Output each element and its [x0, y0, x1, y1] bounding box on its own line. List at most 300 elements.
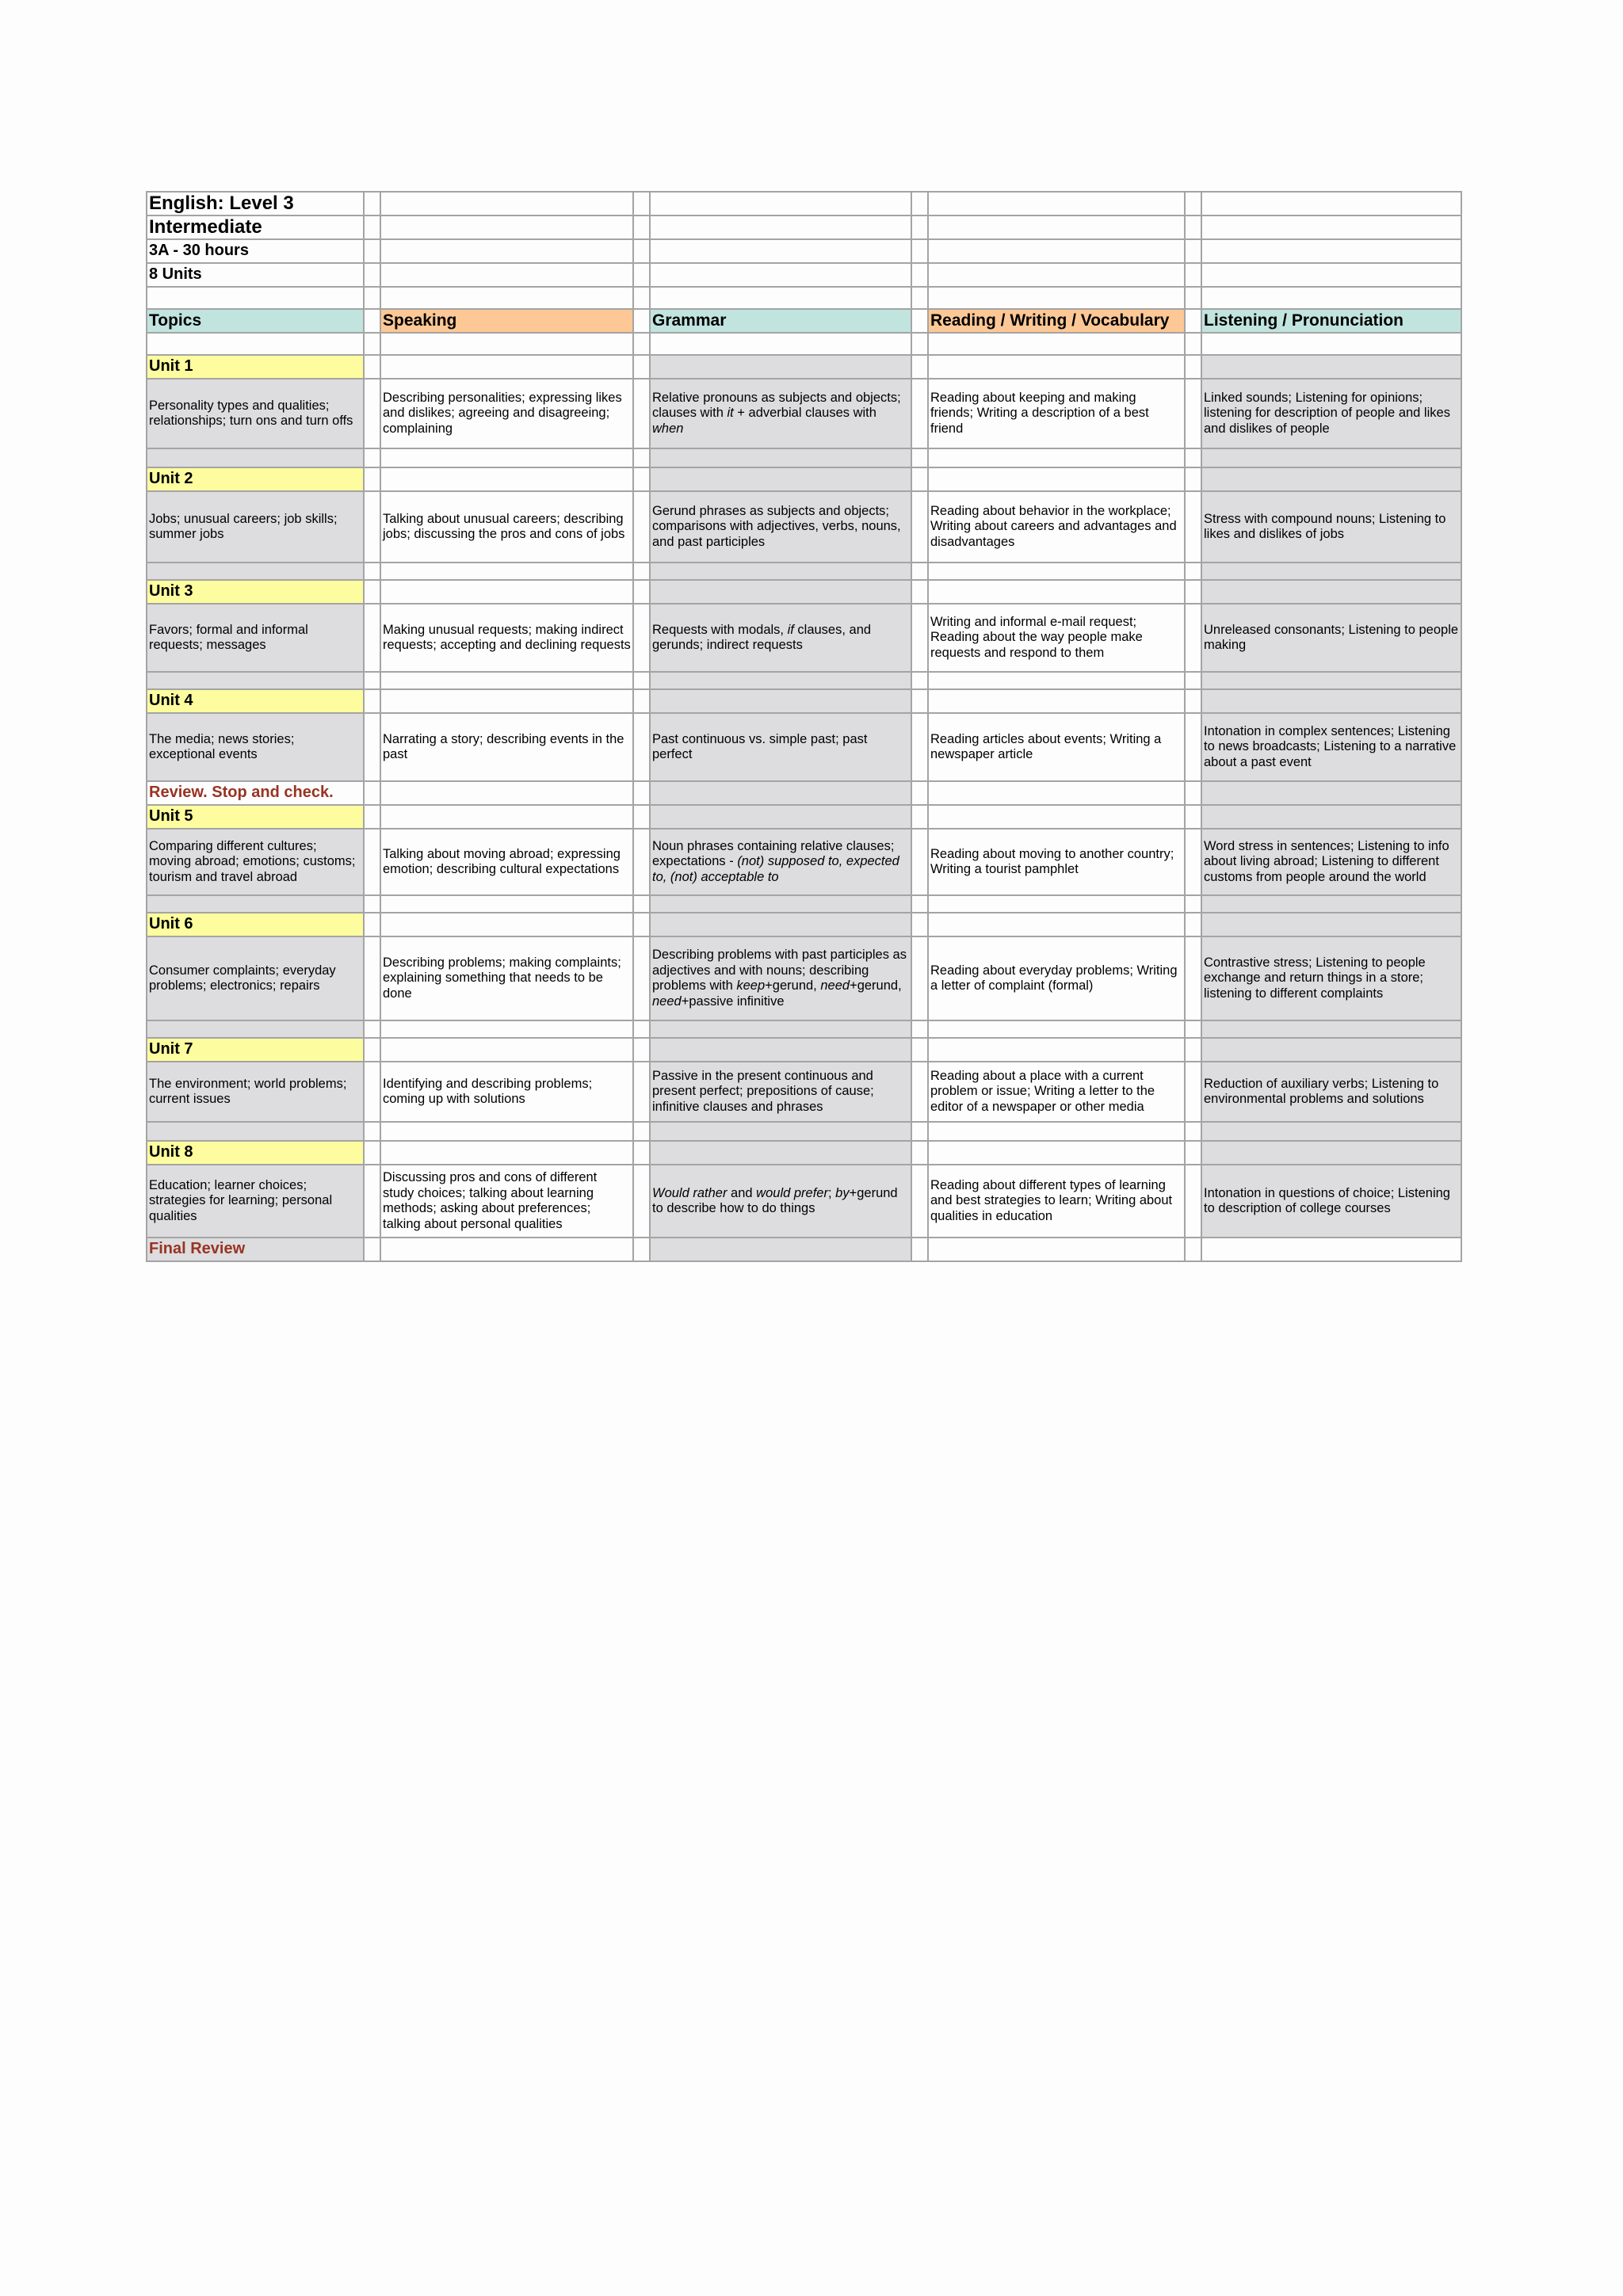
cell-col-4 [650, 563, 911, 580]
spacer-cell [633, 672, 650, 689]
cell-col-8 [1201, 192, 1461, 215]
spacer-cell [911, 672, 928, 689]
spacer-cell [911, 1238, 928, 1261]
unit-header-row [147, 467, 1461, 491]
cell-col-4 [650, 192, 911, 215]
spacer-cell [911, 829, 928, 895]
cell-col-0 [147, 1020, 364, 1038]
cell-col-8 [1201, 672, 1461, 689]
spacer-cell [911, 689, 928, 713]
cell-col-6 [928, 333, 1185, 355]
unit-reading-writing-vocabulary: Reading about different types of learning and best strategies to learn; Writing about qualities in education [928, 1165, 1185, 1238]
column-header-reading-writing-vocabulary: Reading / Writing / Vocabulary [928, 309, 1185, 333]
cell-col-2 [380, 448, 633, 467]
spacer-cell [1185, 895, 1201, 913]
spacer-cell [1185, 467, 1201, 491]
spacer-row [147, 448, 1461, 467]
cell-col-8 [1201, 1141, 1461, 1165]
spacer-cell [364, 829, 380, 895]
spacer-cell [1185, 491, 1201, 563]
unit-label: Unit 6 [147, 913, 364, 936]
cell-col-4 [650, 689, 911, 713]
cell-col-0 [147, 563, 364, 580]
unit-topics: Favors; formal and informal requests; messages [147, 604, 364, 672]
spacer-cell [1185, 1038, 1201, 1062]
spacer-cell [633, 563, 650, 580]
spacer-row [147, 563, 1461, 580]
spacer-cell [1185, 379, 1201, 448]
cell-col-2 [380, 239, 633, 263]
spacer-cell [1185, 309, 1201, 333]
unit-topics: The environment; world problems; current issues [147, 1062, 364, 1122]
unit-reading-writing-vocabulary: Reading about moving to another country; Writing a tourist pamphlet [928, 829, 1185, 895]
spacer-cell [633, 604, 650, 672]
unit-header-row [147, 580, 1461, 604]
title-row [147, 192, 1461, 215]
spacer-cell [633, 1165, 650, 1238]
spacer-cell [911, 239, 928, 263]
spacer-cell [911, 263, 928, 287]
unit-listening-pronunciation: Contrastive stress; Listening to people exchange and return things in a store; listening to different complaints [1201, 936, 1461, 1020]
cell-col-6 [928, 672, 1185, 689]
cell-col-8 [1201, 895, 1461, 913]
spacer-cell [364, 467, 380, 491]
cell-col-4 [650, 1122, 911, 1141]
spacer-cell [911, 287, 928, 309]
spacer-cell [633, 1038, 650, 1062]
unit-header-row [147, 1038, 1461, 1062]
spacer-cell [633, 1238, 650, 1261]
unit-grammar: Describing problems with past participles as adjectives and with nouns; describing problems with keep+gerund, need+gerund, need+passive infinitive [650, 936, 911, 1020]
spacer-cell [633, 379, 650, 448]
spacer-cell [633, 913, 650, 936]
spacer-cell [364, 192, 380, 215]
unit-grammar: Noun phrases containing relative clauses; expectations - (not) supposed to, expected to, (not) acceptable to [650, 829, 911, 895]
unit-topics: Consumer complaints; everyday problems; electronics; repairs [147, 936, 364, 1020]
unit-listening-pronunciation: Stress with compound nouns; Listening to likes and dislikes of jobs [1201, 491, 1461, 563]
cell-col-8 [1201, 355, 1461, 379]
spacer-cell [364, 379, 380, 448]
cell-col-6 [928, 1122, 1185, 1141]
cell-col-2 [380, 805, 633, 829]
cell-col-6 [928, 1238, 1185, 1261]
cell-col-4 [650, 355, 911, 379]
cell-col-4 [650, 263, 911, 287]
unit-speaking: Making unusual requests; making indirect requests; accepting and declining requests [380, 604, 633, 672]
cell-col-4 [650, 1020, 911, 1038]
cell-col-2 [380, 580, 633, 604]
spacer-cell [633, 936, 650, 1020]
cell-col-6 [928, 215, 1185, 239]
unit-grammar: Requests with modals, if clauses, and gerunds; indirect requests [650, 604, 911, 672]
curriculum-table [146, 191, 1462, 1262]
cell-col-8 [1201, 805, 1461, 829]
spacer-cell [364, 1020, 380, 1038]
unit-listening-pronunciation: Intonation in complex sentences; Listening to news broadcasts; Listening to a narrative about a past event [1201, 713, 1461, 781]
unit-listening-pronunciation: Linked sounds; Listening for opinions; listening for description of people and likes and dislikes of people [1201, 379, 1461, 448]
cell-col-2 [380, 781, 633, 805]
cell-col-6 [928, 895, 1185, 913]
final-review: Final Review [147, 1238, 364, 1261]
spacer-cell [1185, 580, 1201, 604]
cell-col-2 [380, 467, 633, 491]
unit-content-row [147, 936, 1461, 1020]
spacer-cell [364, 239, 380, 263]
spacer-cell [364, 355, 380, 379]
spacer-cell [633, 215, 650, 239]
review-row [147, 781, 1461, 805]
unit-content-row [147, 1165, 1461, 1238]
spacer-cell [633, 333, 650, 355]
spacer-cell [633, 467, 650, 491]
cell-col-2 [380, 563, 633, 580]
spacer-cell [364, 1238, 380, 1261]
spacer-cell [1185, 1141, 1201, 1165]
unit-content-row [147, 604, 1461, 672]
cell-col-8 [1201, 287, 1461, 309]
unit-label: Unit 7 [147, 1038, 364, 1062]
spacer-cell [633, 355, 650, 379]
spacer-cell [633, 689, 650, 713]
spacer-cell [911, 215, 928, 239]
cell-col-2 [380, 333, 633, 355]
spacer-cell [911, 379, 928, 448]
spacer-cell [364, 448, 380, 467]
spacer-cell [911, 1122, 928, 1141]
spacer-cell [911, 781, 928, 805]
unit-header-row [147, 913, 1461, 936]
spacer-cell [633, 580, 650, 604]
spacer-cell [364, 713, 380, 781]
spacer-cell [364, 263, 380, 287]
spacer-row [147, 672, 1461, 689]
spacer-cell [1185, 604, 1201, 672]
column-header-grammar: Grammar [650, 309, 911, 333]
unit-reading-writing-vocabulary: Reading about keeping and making friends; Writing a description of a best friend [928, 379, 1185, 448]
units-count-label: 8 Units [147, 263, 364, 287]
cell-col-4 [650, 333, 911, 355]
level-label: Intermediate [147, 215, 364, 239]
unit-speaking: Describing personalities; expressing likes and dislikes; agreeing and disagreeing; complaining [380, 379, 633, 448]
cell-col-8 [1201, 448, 1461, 467]
unit-speaking: Identifying and describing problems; coming up with solutions [380, 1062, 633, 1122]
spacer-cell [911, 1062, 928, 1122]
spacer-cell [1185, 781, 1201, 805]
spacer-cell [364, 1038, 380, 1062]
unit-label: Unit 4 [147, 689, 364, 713]
spacer-cell [911, 713, 928, 781]
spacer-cell [633, 713, 650, 781]
cell-col-6 [928, 563, 1185, 580]
cell-col-6 [928, 239, 1185, 263]
spacer-cell [911, 1165, 928, 1238]
spacer-row [147, 895, 1461, 913]
spacer-cell [911, 805, 928, 829]
cell-col-8 [1201, 467, 1461, 491]
cell-col-4 [650, 215, 911, 239]
cell-col-6 [928, 805, 1185, 829]
spacer-cell [364, 805, 380, 829]
unit-speaking: Describing problems; making complaints; explaining something that needs to be done [380, 936, 633, 1020]
cell-col-6 [928, 1038, 1185, 1062]
spacer-cell [911, 936, 928, 1020]
spacer-cell [633, 287, 650, 309]
unit-topics: The media; news stories; exceptional events [147, 713, 364, 781]
cell-col-2 [380, 1141, 633, 1165]
spacer-cell [633, 263, 650, 287]
cell-col-6 [928, 287, 1185, 309]
spacer-cell [633, 829, 650, 895]
cell-col-2 [380, 287, 633, 309]
spacer-cell [633, 239, 650, 263]
unit-content-row [147, 379, 1461, 448]
final-review-row [147, 1238, 1461, 1261]
units-count-row [147, 263, 1461, 287]
unit-speaking: Talking about unusual careers; describing jobs; discussing the pros and cons of jobs [380, 491, 633, 563]
unit-listening-pronunciation: Unreleased consonants; Listening to people making [1201, 604, 1461, 672]
unit-content-row [147, 491, 1461, 563]
cell-col-4 [650, 239, 911, 263]
spacer-cell [911, 1141, 928, 1165]
hours-row [147, 239, 1461, 263]
unit-reading-writing-vocabulary: Reading about everyday problems; Writing a letter of complaint (formal) [928, 936, 1185, 1020]
spacer-cell [364, 1165, 380, 1238]
cell-col-6 [928, 913, 1185, 936]
spacer-cell [1185, 1122, 1201, 1141]
cell-col-4 [650, 1238, 911, 1261]
spacer-cell [364, 1141, 380, 1165]
cell-col-6 [928, 580, 1185, 604]
spacer-cell [364, 913, 380, 936]
spacer-cell [1185, 192, 1201, 215]
unit-speaking: Talking about moving abroad; expressing emotion; describing cultural expectations [380, 829, 633, 895]
cell-col-0 [147, 448, 364, 467]
empty-row [147, 287, 1461, 309]
document-title: English: Level 3 [147, 192, 364, 215]
spacer-cell [1185, 355, 1201, 379]
spacer-cell [1185, 913, 1201, 936]
spacer-cell [364, 1122, 380, 1141]
cell-col-4 [650, 781, 911, 805]
spacer-cell [1185, 333, 1201, 355]
spacer-cell [911, 309, 928, 333]
cell-col-4 [650, 467, 911, 491]
cell-col-4 [650, 805, 911, 829]
cell-col-8 [1201, 580, 1461, 604]
unit-grammar: Past continuous vs. simple past; past perfect [650, 713, 911, 781]
spacer-cell [364, 781, 380, 805]
spacer-cell [1185, 263, 1201, 287]
spacer-row [147, 1020, 1461, 1038]
cell-col-8 [1201, 1038, 1461, 1062]
cell-col-6 [928, 1020, 1185, 1038]
spacer-cell [1185, 1062, 1201, 1122]
spacer-cell [1185, 1020, 1201, 1038]
cell-col-2 [380, 1020, 633, 1038]
cell-col-0 [147, 672, 364, 689]
unit-content-row [147, 713, 1461, 781]
unit-header-row [147, 689, 1461, 713]
unit-topics: Comparing different cultures; moving abroad; emotions; customs; tourism and travel abroad [147, 829, 364, 895]
spacer-cell [1185, 672, 1201, 689]
spacer-cell [911, 448, 928, 467]
unit-grammar: Relative pronouns as subjects and objects; clauses with it + adverbial clauses with when [650, 379, 911, 448]
cell-col-4 [650, 913, 911, 936]
cell-col-2 [380, 913, 633, 936]
unit-header-row [147, 355, 1461, 379]
spacer-cell [364, 491, 380, 563]
cell-col-6 [928, 467, 1185, 491]
unit-label: Unit 5 [147, 805, 364, 829]
cell-col-2 [380, 672, 633, 689]
spacer-cell [633, 491, 650, 563]
spacer-cell [633, 781, 650, 805]
unit-topics: Education; learner choices; strategies for learning; personal qualities [147, 1165, 364, 1238]
spacer-cell [364, 563, 380, 580]
cell-col-8 [1201, 239, 1461, 263]
unit-topics: Personality types and qualities; relationships; turn ons and turn offs [147, 379, 364, 448]
cell-col-6 [928, 1141, 1185, 1165]
cell-col-2 [380, 1122, 633, 1141]
cell-col-8 [1201, 689, 1461, 713]
cell-col-2 [380, 1238, 633, 1261]
cell-col-0 [147, 1122, 364, 1141]
unit-header-row [147, 805, 1461, 829]
cell-col-8 [1201, 563, 1461, 580]
spacer-cell [1185, 805, 1201, 829]
unit-label: Unit 3 [147, 580, 364, 604]
spacer-cell [911, 563, 928, 580]
cell-col-6 [928, 263, 1185, 287]
unit-topics: Jobs; unusual careers; job skills; summer jobs [147, 491, 364, 563]
cell-col-8 [1201, 333, 1461, 355]
spacer-cell [633, 1122, 650, 1141]
cell-col-4 [650, 672, 911, 689]
column-header-row [147, 309, 1461, 333]
unit-speaking: Narrating a story; describing events in the past [380, 713, 633, 781]
spacer-cell [364, 672, 380, 689]
cell-col-8 [1201, 1020, 1461, 1038]
spacer-cell [364, 895, 380, 913]
unit-reading-writing-vocabulary: Reading about a place with a current problem or issue; Writing a letter to the editor of a newspaper or other media [928, 1062, 1185, 1122]
cell-col-6 [928, 448, 1185, 467]
cell-col-2 [380, 1038, 633, 1062]
cell-col-2 [380, 895, 633, 913]
spacer-cell [1185, 448, 1201, 467]
spacer-cell [1185, 563, 1201, 580]
unit-reading-writing-vocabulary: Reading articles about events; Writing a newspaper article [928, 713, 1185, 781]
unit-grammar: Would rather and would prefer; by+gerund to describe how to do things [650, 1165, 911, 1238]
cell-col-8 [1201, 1122, 1461, 1141]
spacer-cell [633, 805, 650, 829]
unit-label: Unit 8 [147, 1141, 364, 1165]
spacer-cell [911, 580, 928, 604]
spacer-cell [364, 1062, 380, 1122]
unit-grammar: Gerund phrases as subjects and objects; comparisons with adjectives, verbs, nouns, and past participles [650, 491, 911, 563]
spacer-cell [364, 309, 380, 333]
cell-col-0 [147, 333, 364, 355]
spacer-cell [1185, 713, 1201, 781]
unit-listening-pronunciation: Word stress in sentences; Listening to info about living abroad; Listening to different customs from people around the world [1201, 829, 1461, 895]
spacer-cell [633, 895, 650, 913]
unit-grammar: Passive in the present continuous and present perfect; prepositions of cause; infinitive clauses and phrases [650, 1062, 911, 1122]
cell-col-6 [928, 689, 1185, 713]
spacer-cell [633, 309, 650, 333]
cell-col-2 [380, 215, 633, 239]
cell-col-8 [1201, 781, 1461, 805]
spacer-cell [633, 448, 650, 467]
cell-col-4 [650, 1141, 911, 1165]
spacer-cell [633, 1062, 650, 1122]
column-header-listening-pronunciation: Listening / Pronunciation [1201, 309, 1461, 333]
spacer-cell [911, 355, 928, 379]
unit-speaking: Discussing pros and cons of different study choices; talking about learning methods; asking about preferences; talking about personal qualities [380, 1165, 633, 1238]
cell-col-4 [650, 895, 911, 913]
spacer-cell [911, 913, 928, 936]
cell-col-2 [380, 192, 633, 215]
unit-listening-pronunciation: Intonation in questions of choice; Listening to description of college courses [1201, 1165, 1461, 1238]
empty-row [147, 333, 1461, 355]
spacer-cell [911, 1020, 928, 1038]
cell-col-2 [380, 355, 633, 379]
cell-col-8 [1201, 263, 1461, 287]
cell-col-0 [147, 895, 364, 913]
unit-listening-pronunciation: Reduction of auxiliary verbs; Listening to environmental problems and solutions [1201, 1062, 1461, 1122]
column-header-speaking: Speaking [380, 309, 633, 333]
spacer-cell [1185, 287, 1201, 309]
spacer-cell [911, 467, 928, 491]
cell-col-6 [928, 192, 1185, 215]
cell-col-2 [380, 263, 633, 287]
spacer-cell [633, 1141, 650, 1165]
cell-col-4 [650, 448, 911, 467]
spacer-cell [364, 604, 380, 672]
spacer-cell [1185, 689, 1201, 713]
spacer-cell [633, 1020, 650, 1038]
spacer-cell [633, 192, 650, 215]
spacer-cell [364, 689, 380, 713]
unit-label: Unit 1 [147, 355, 364, 379]
spacer-cell [911, 333, 928, 355]
spacer-cell [1185, 1238, 1201, 1261]
cell-col-8 [1201, 913, 1461, 936]
cell-col-4 [650, 580, 911, 604]
unit-content-row [147, 829, 1461, 895]
unit-reading-writing-vocabulary: Writing and informal e-mail request; Reading about the way people make requests and respond to them [928, 604, 1185, 672]
spacer-cell [1185, 239, 1201, 263]
review-stop-check: Review. Stop and check. [147, 781, 364, 805]
spacer-cell [364, 287, 380, 309]
spacer-cell [364, 580, 380, 604]
spacer-cell [911, 604, 928, 672]
cell-col-2 [380, 689, 633, 713]
spacer-cell [911, 491, 928, 563]
column-header-topics: Topics [147, 309, 364, 333]
spacer-cell [911, 1038, 928, 1062]
cell-col-0 [147, 287, 364, 309]
hours-label: 3A - 30 hours [147, 239, 364, 263]
spacer-cell [1185, 829, 1201, 895]
spacer-cell [911, 895, 928, 913]
spacer-cell [364, 936, 380, 1020]
spacer-cell [364, 215, 380, 239]
cell-col-4 [650, 1038, 911, 1062]
spacer-cell [911, 192, 928, 215]
unit-header-row [147, 1141, 1461, 1165]
spacer-cell [364, 333, 380, 355]
spacer-cell [1185, 936, 1201, 1020]
spacer-cell [1185, 1165, 1201, 1238]
